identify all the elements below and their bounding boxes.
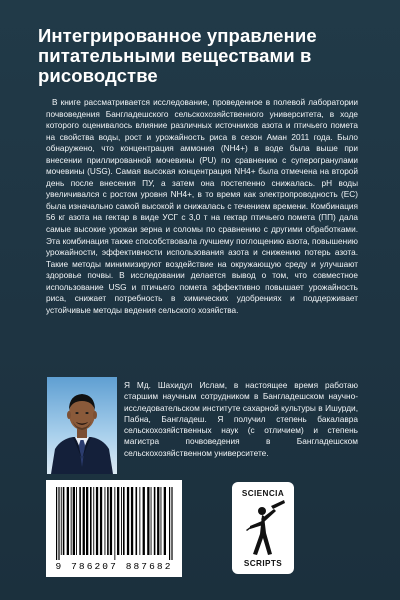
barcode-bar <box>169 487 170 560</box>
publisher-name-bottom: SCRIPTS <box>243 559 283 568</box>
barcode-bar <box>114 487 115 560</box>
barcode-bar <box>86 487 88 555</box>
barcode-bar <box>96 487 98 555</box>
barcode-bar <box>76 487 77 555</box>
publisher-name-top: SCIENCIA <box>241 489 285 498</box>
barcode-bar <box>171 487 172 560</box>
barcode-bar <box>90 487 92 555</box>
barcode-bar <box>73 487 75 555</box>
barcode-bar <box>143 487 145 555</box>
book-title: Интегрированное управление питательными веществами в рисоводстве <box>38 25 317 86</box>
barcode-bar <box>110 487 112 555</box>
author-photo <box>47 377 117 474</box>
barcode-bar <box>131 487 133 555</box>
figure-with-telescope-icon <box>240 500 286 558</box>
barcode-bar <box>117 487 119 555</box>
barcode-bar <box>121 487 122 555</box>
barcode-bar <box>157 487 159 555</box>
publisher-logo <box>232 482 294 574</box>
author-portrait <box>47 377 117 474</box>
barcode-bar <box>136 487 138 555</box>
isbn-barcode-icon <box>54 487 174 560</box>
barcode-bar <box>79 487 81 555</box>
barcode-bar <box>139 487 140 555</box>
barcode-bar <box>105 487 106 555</box>
barcode-bar <box>164 487 166 555</box>
barcode-bar <box>61 487 62 555</box>
barcode-bar <box>147 487 149 555</box>
book-abstract: В книге рассматривается исследование, проведенное в полевой лаборатории почвоведения Бангладешского сельскохозяйственного университета, в ходе которого оценивалось влияние различных источников азота и птичьего помета на свойства воды, рост и урожайность риса в сезон Аман 2011 года. Было обнаружено, что концентрация аммония (NH4+) в воде была выше при внесении приллированной мочевины (PU) по сравнению с суперогранулами мочевины (USG). Самая высокая концентрация NH4+ была отмечена на второй день после внесения ПУ, а затем она постепенно снижалась. pH воды увеличивался с ростом уровня NH4+, в то время как электропроводность (ЕС) была изначально самой высокой и снижалась с течением времени. Комбинация 56 кг азота на гектар в виде УСГ с 3,0 т на гектар птичьего помета (ПП) дала самые высокие урожаи зерна и соломы по сравнению с другими обработками. Эта комбинация также способствовала лучшему поглощению азота, повышению урожайности, эффективности использования азота и снижению потерь азота. Такие методы минимизируют воздействие на окружающую среду и улучшают здоровье почвы. В исследовании делается вывод о том, что совместное использование USG и птичьего помета эффективно повышает урожайность риса, снижает потребность в химических удобрениях и поддерживает устойчивые методы ведения сельского хозяйства. <box>46 98 358 315</box>
barcode-bar <box>93 487 94 555</box>
isbn-barcode <box>46 480 182 577</box>
barcode-bar <box>123 487 125 555</box>
barcode-bar <box>127 487 129 555</box>
barcode-bar <box>100 487 102 555</box>
barcode-bar <box>161 487 162 555</box>
barcode-bar <box>83 487 85 555</box>
barcode-bar <box>67 487 69 555</box>
author-bio: Я Мд. Шахидул Ислам, в настоящее время работаю старшим научным сотрудником в Бангладешском научно-исследовательском институте сахарной культуры в Ишурди, Пабна, Бангладеш. Я получил степень бакалавра сельскохозяйственных наук (с отличием) и степень магистра почвоведения в Бангладешском сельскохозяйственном университете. <box>124 380 358 458</box>
barcode-bar <box>63 487 65 555</box>
barcode-bar <box>71 487 72 555</box>
barcode-bar <box>154 487 156 555</box>
barcode-bar <box>151 487 152 555</box>
isbn-number: 9 786207 887682 <box>55 561 173 572</box>
barcode-bar <box>58 487 59 560</box>
barcode-bar <box>56 487 57 560</box>
barcode-bar <box>107 487 109 555</box>
